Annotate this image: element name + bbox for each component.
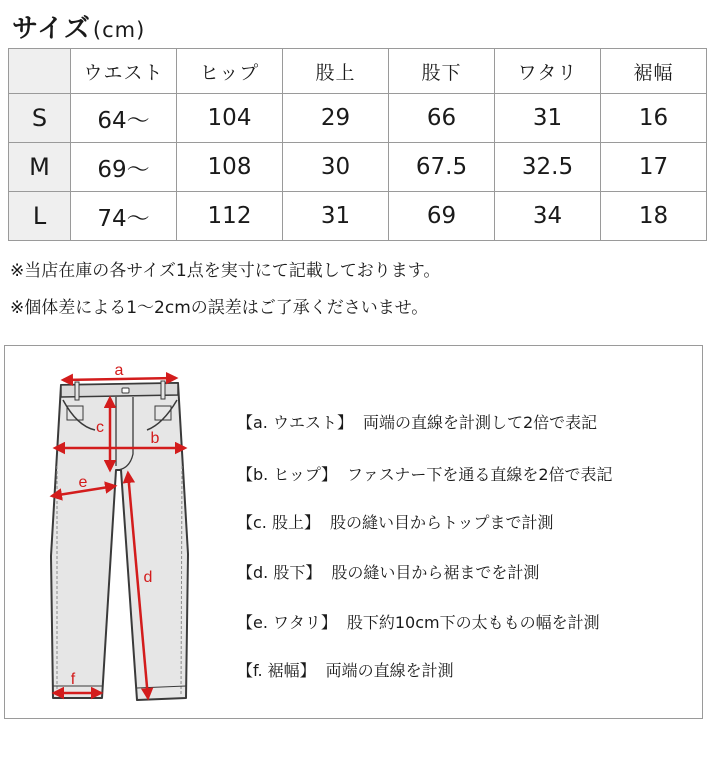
- table-cell: 30: [283, 143, 389, 192]
- legend-key: 【b. ヒップ】: [237, 465, 338, 484]
- table-cell: 16: [601, 94, 707, 143]
- legend-item-waist: [237, 410, 597, 433]
- diagram-label-f: f: [70, 671, 76, 688]
- table-cell: 31: [283, 192, 389, 241]
- table-cell: 108: [177, 143, 283, 192]
- legend-desc: 股の縫い目から裾までを計測: [331, 563, 540, 582]
- table-row: [9, 192, 707, 241]
- legend-desc: 両端の直線を計測して2倍で表記: [362, 413, 598, 432]
- table-cell: 31: [495, 94, 601, 143]
- legend-key: 【c. 股上】: [237, 513, 320, 532]
- row-label: L: [9, 192, 71, 241]
- measurement-guide: [4, 345, 703, 719]
- legend-desc: ファスナー下を通る直線を2倍で表記: [347, 465, 613, 484]
- note-tolerance: ※個体差による1〜2cmの誤差はご了承くださいませ。: [10, 298, 429, 318]
- diagram-label-e: e: [78, 474, 88, 491]
- legend-desc: 股下約10cm下の太ももの幅を計測: [346, 613, 600, 632]
- table-cell: 67.5: [389, 143, 495, 192]
- row-label: M: [9, 143, 71, 192]
- column-header-hem: 裾幅: [601, 49, 707, 94]
- title-unit: (cm): [92, 18, 146, 42]
- legend-item-inseam: [237, 560, 539, 583]
- table-cell: 34: [495, 192, 601, 241]
- diagram-label-a: a: [114, 362, 124, 379]
- legend-key: 【d. 股下】: [237, 563, 322, 582]
- table-row: [9, 94, 707, 143]
- diagram-label-d: d: [143, 569, 153, 586]
- row-label: S: [9, 94, 71, 143]
- pants-outline-icon: [51, 381, 188, 700]
- size-table: [8, 48, 707, 241]
- table-corner-cell: [9, 49, 71, 94]
- note-measurement: ※当店在庫の各サイズ1点を実寸にて記載しております。: [10, 261, 441, 281]
- column-header-waist: ウエスト: [71, 49, 177, 94]
- table-cell: 69〜: [71, 143, 177, 192]
- title-main: サイズ: [12, 14, 91, 44]
- column-header-hip: ヒップ: [177, 49, 283, 94]
- legend-key: 【e. ワタリ】: [237, 613, 337, 632]
- table-header-row: [9, 49, 707, 94]
- diagram-label-c: c: [96, 419, 104, 436]
- legend-item-hip: [237, 462, 613, 485]
- legend-desc: 両端の直線を計測: [325, 661, 454, 680]
- legend-desc: 股の縫い目からトップまで計測: [329, 513, 554, 532]
- table-cell: 32.5: [495, 143, 601, 192]
- table-row: [9, 143, 707, 192]
- legend-item-rise: [237, 510, 554, 533]
- column-header-inseam: 股下: [389, 49, 495, 94]
- column-header-thigh: ワタリ: [495, 49, 601, 94]
- table-cell: 66: [389, 94, 495, 143]
- table-cell: 18: [601, 192, 707, 241]
- column-header-rise: 股上: [283, 49, 389, 94]
- table-cell: 104: [177, 94, 283, 143]
- pants-diagram: [5, 346, 235, 718]
- table-cell: 17: [601, 143, 707, 192]
- legend-key: 【f. 裾幅】: [237, 661, 316, 680]
- table-cell: 112: [177, 192, 283, 241]
- table-cell: 64〜: [71, 94, 177, 143]
- legend-item-hem: [237, 658, 454, 681]
- legend-key: 【a. ウエスト】: [237, 413, 353, 432]
- legend-item-thigh: [237, 610, 600, 633]
- table-cell: 29: [283, 94, 389, 143]
- table-cell: 74〜: [71, 192, 177, 241]
- diagram-label-b: b: [150, 430, 160, 447]
- table-cell: 69: [389, 192, 495, 241]
- page-title: [12, 8, 145, 45]
